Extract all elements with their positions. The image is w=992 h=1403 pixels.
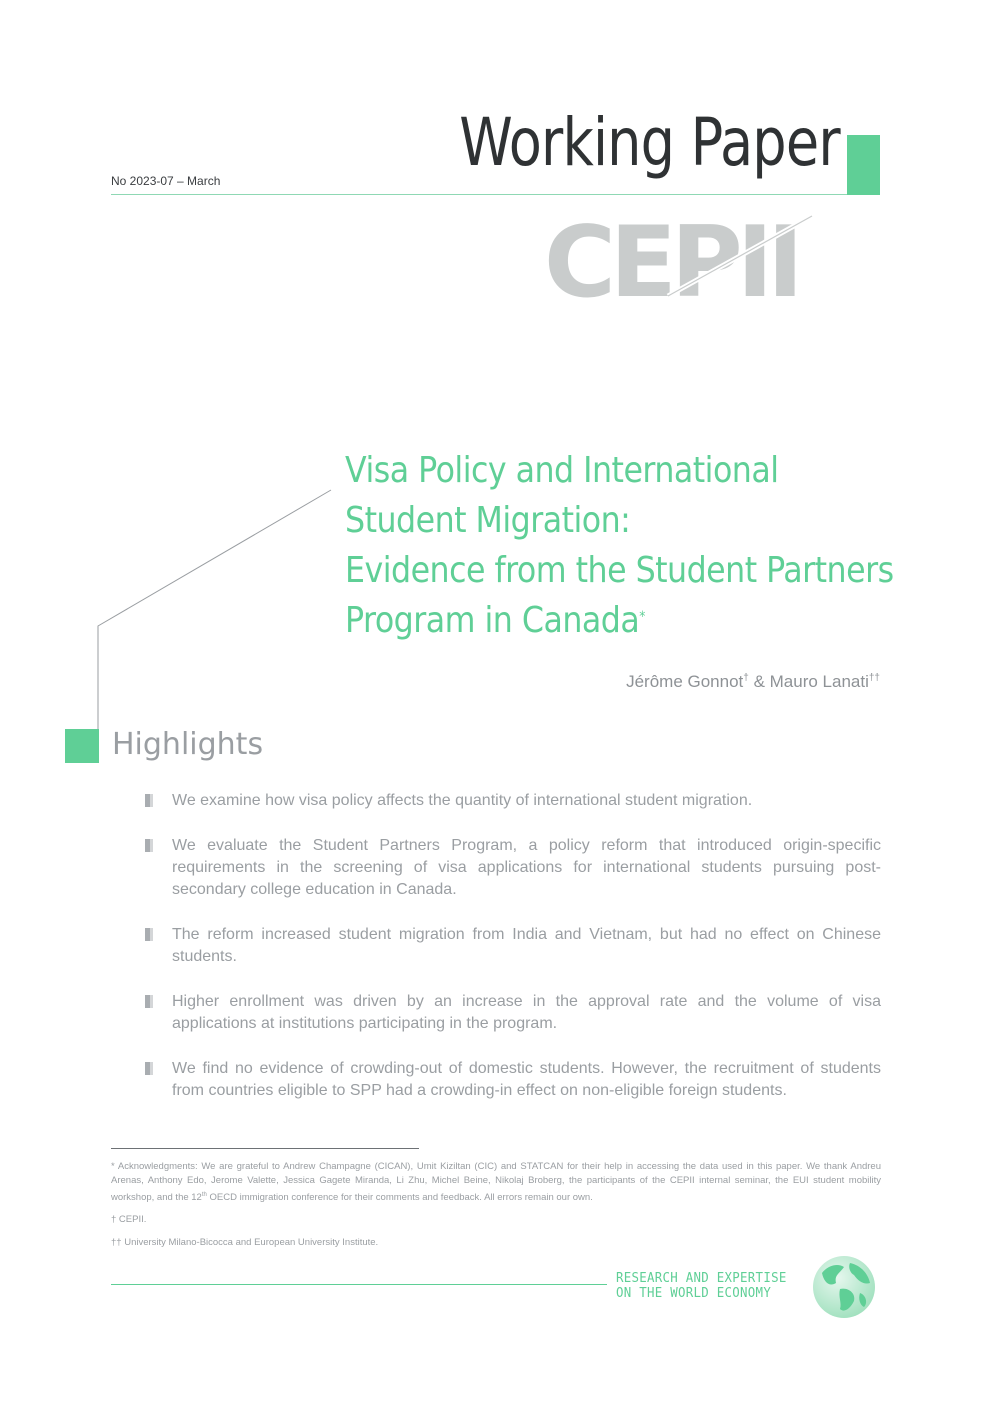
authors — [626, 672, 880, 692]
highlight-item — [145, 790, 881, 812]
highlights-accent-square — [65, 729, 99, 763]
decorative-line — [94, 486, 344, 736]
paper-number: No 2023-07 – March — [111, 174, 221, 188]
author-2: Mauro Lanati — [769, 672, 869, 691]
cepii-logo — [540, 210, 820, 305]
title-line-1: Visa Policy and International — [345, 450, 779, 491]
globe-icon — [810, 1253, 878, 1321]
author-1-mark: † — [743, 672, 749, 684]
bullet-icon — [145, 794, 153, 807]
bullet-icon — [145, 1062, 153, 1075]
footnote-rule — [111, 1148, 419, 1149]
title-line-3: Evidence from the Student Partners — [345, 550, 894, 591]
header-rule — [111, 194, 880, 195]
author-separator: & — [748, 672, 770, 691]
title-line-2: Student Migration: — [345, 500, 631, 541]
header-accent-square — [847, 135, 880, 195]
bullet-icon — [145, 839, 153, 852]
bullet-icon — [145, 928, 153, 941]
paper-title — [345, 446, 905, 646]
tagline-line-2: ON THE WORLD ECONOMY — [616, 1285, 772, 1301]
footnote-affiliation-1: † CEPII. — [111, 1214, 147, 1225]
title-line-4-text: Program in Canada — [345, 600, 640, 641]
highlight-text: The reform increased student migration from India and Vietnam, but had no effect on Chinese students. — [172, 926, 881, 965]
footnote-acknowledgments — [111, 1160, 881, 1205]
highlight-item — [145, 1058, 881, 1102]
ack-sup: th — [201, 1192, 207, 1198]
title-footnote-marker: * — [639, 609, 645, 625]
footer-rule — [111, 1284, 607, 1285]
title-line-4 — [345, 596, 838, 646]
highlights-heading: Highlights — [112, 727, 264, 762]
highlight-item — [145, 924, 881, 968]
ack-text-2: OECD immigration conference for their comments and feedback. All errors remain our own. — [206, 1192, 593, 1204]
footnote-affiliation-2: †† University Milano-Bicocca and European University Institute. — [111, 1237, 379, 1248]
highlights-list — [145, 790, 881, 1125]
highlight-item — [145, 835, 881, 901]
highlight-text: Higher enrollment was driven by an increase in the approval rate and the volume of visa applications at institutions participating in the program. — [172, 993, 881, 1032]
author-1: Jérôme Gonnot — [626, 672, 744, 691]
cepii-logo-text: CEPII — [544, 210, 798, 305]
tagline-line-1: RESEARCH AND EXPERTISE — [616, 1270, 787, 1286]
highlight-text: We examine how visa policy affects the quantity of international student migration. — [172, 792, 753, 809]
ack-text-1: * Acknowledgments: We are grateful to Andrew Champagne (CICAN), Umit Kiziltan (CIC) and STATCAN for their help in accessing the data used in this paper. We thank Andreu Arenas, Anthony Edo, Jerome Valette, Jessica Gagete Miranda, Li Zhu, Michel Beine, Nikolaj Broberg, the participants of the CEPII internal seminar, the EUI student mobility workshop, and the 12 — [111, 1161, 881, 1204]
author-2-mark: †† — [868, 672, 880, 684]
series-title: Working Paper — [459, 104, 840, 181]
highlight-item — [145, 991, 881, 1035]
footer-tagline — [616, 1271, 787, 1301]
bullet-icon — [145, 995, 153, 1008]
highlight-text: We find no evidence of crowding-out of domestic students. However, the recruitment of students from countries eligible to SPP had a crowding-in effect on non-eligible foreign students. — [172, 1060, 881, 1099]
highlight-text: We evaluate the Student Partners Program, a policy reform that introduced origin-specific requirements in the screening of visa applications for international students pursuing post-secondary college education in Canada. — [172, 837, 881, 898]
